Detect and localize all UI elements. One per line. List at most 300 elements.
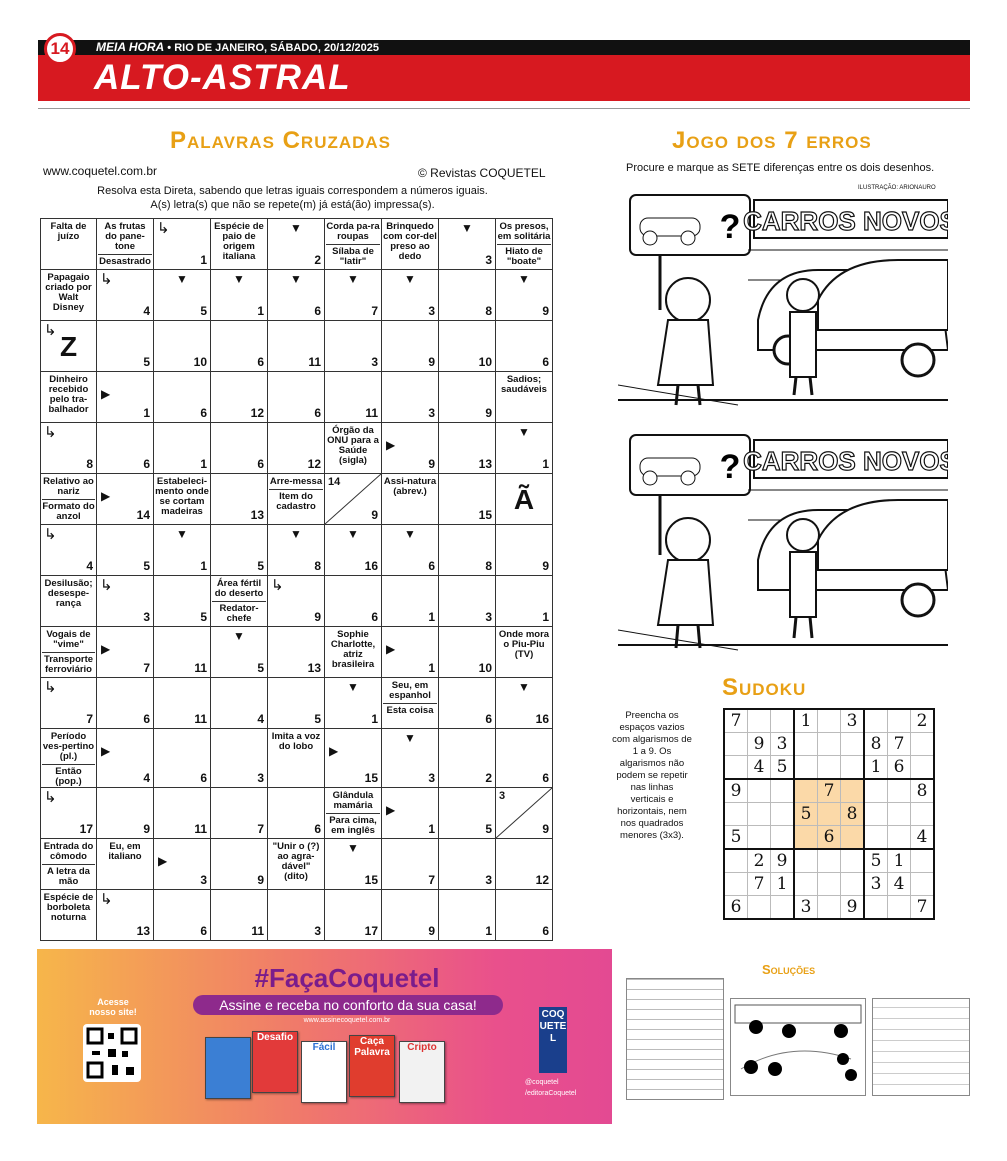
cell-number: 11	[194, 661, 207, 675]
sudoku-empty-cell[interactable]	[841, 826, 865, 850]
sudoku-empty-cell[interactable]	[864, 779, 888, 803]
sudoku-empty-cell[interactable]	[748, 709, 771, 733]
answer-cell[interactable]	[496, 321, 553, 372]
sudoku-empty-cell[interactable]	[794, 873, 818, 896]
answer-cell[interactable]	[154, 372, 211, 423]
clue-line: Eu, em italiano	[108, 841, 142, 862]
cell-number: 12	[307, 457, 321, 471]
arrow-corner-icon: ↳	[100, 271, 113, 288]
answer-cell[interactable]	[97, 474, 154, 525]
answer-cell[interactable]	[211, 890, 268, 941]
clue-line: Transporte ferroviário	[43, 654, 94, 675]
arrow-down-icon: ▼	[347, 680, 359, 694]
answer-cell[interactable]	[382, 576, 439, 627]
svg-text:?: ?	[719, 208, 741, 246]
answer-cell[interactable]	[211, 525, 268, 576]
crossword-instructions	[40, 184, 545, 212]
sudoku-given-cell: 3	[841, 709, 865, 733]
answer-cell[interactable]	[496, 525, 553, 576]
answer-cell[interactable]	[211, 270, 268, 321]
promo-url[interactable]: www.assinecoquetel.com.br	[303, 1017, 391, 1024]
cell-number: 6	[200, 924, 207, 938]
clue-line: Dinheiro recebido pelo tra-balhador	[48, 374, 89, 415]
sudoku-row	[724, 709, 934, 733]
sudoku-empty-cell[interactable]	[818, 709, 841, 733]
clue-cell	[41, 219, 97, 270]
answer-cell[interactable]	[439, 525, 496, 576]
sudoku-empty-cell[interactable]	[818, 896, 841, 920]
clue-line: Desastrado	[99, 256, 151, 267]
sudoku-empty-cell[interactable]	[864, 709, 888, 733]
cell-number: 6	[485, 712, 492, 726]
arrow-down-icon: ▼	[518, 425, 530, 439]
clue-line: Então (pop.)	[42, 764, 95, 787]
answer-cell[interactable]	[211, 372, 268, 423]
answer-cell[interactable]	[268, 270, 325, 321]
answer-cell[interactable]	[325, 678, 382, 729]
answer-cell[interactable]	[325, 270, 382, 321]
answer-cell[interactable]	[439, 788, 496, 839]
cell-number: 13	[250, 508, 264, 522]
clue-text	[41, 474, 96, 522]
sudoku-empty-cell[interactable]	[818, 756, 841, 780]
answer-cell[interactable]	[154, 423, 211, 474]
answer-cell[interactable]	[439, 372, 496, 423]
sudoku-empty-cell[interactable]	[888, 803, 911, 826]
answer-cell[interactable]	[211, 788, 268, 839]
magazine-cover-desafio: Desafio	[252, 1031, 298, 1093]
answer-cell[interactable]	[211, 474, 268, 525]
answer-cell[interactable]	[268, 525, 325, 576]
sudoku-empty-cell[interactable]	[748, 779, 771, 803]
crossword-row	[41, 474, 553, 525]
answer-cell[interactable]	[154, 729, 211, 788]
answer-cell[interactable]	[382, 839, 439, 890]
cell-number: 6	[371, 610, 378, 624]
cell-number: 6	[143, 712, 150, 726]
sudoku-empty-cell[interactable]	[794, 826, 818, 850]
answer-cell[interactable]	[97, 788, 154, 839]
sudoku-empty-cell[interactable]	[864, 826, 888, 850]
clue-line: As frutas do pane-tone	[104, 221, 146, 252]
clue-cell	[41, 576, 97, 627]
sudoku-given-cell: 9	[841, 896, 865, 920]
clue-line: Área fértil do deserto	[214, 578, 264, 599]
clue-line: Relativo ao nariz	[43, 476, 94, 497]
clue-line: Item do cadastro	[269, 489, 323, 512]
arrow-right-icon: ▶	[101, 489, 111, 503]
answer-cell[interactable]	[496, 576, 553, 627]
crossword-grid	[40, 218, 553, 941]
sudoku-empty-cell[interactable]	[888, 896, 911, 920]
cell-number: 6	[257, 355, 264, 369]
answer-cell[interactable]	[97, 372, 154, 423]
magazine-cover-cripto: Cripto	[399, 1041, 445, 1103]
answer-cell[interactable]	[97, 576, 154, 627]
crossword-row	[41, 576, 553, 627]
answer-cell[interactable]	[382, 423, 439, 474]
clue-line: Glândula mamária	[332, 790, 374, 811]
answer-cell[interactable]	[268, 219, 325, 270]
answer-cell[interactable]	[439, 270, 496, 321]
answer-cell[interactable]	[41, 423, 97, 474]
sudoku-row	[724, 733, 934, 756]
answer-cell[interactable]	[154, 525, 211, 576]
answer-cell[interactable]	[325, 890, 382, 941]
arrow-down-icon: ▼	[176, 272, 188, 286]
cell-number: 11	[308, 355, 321, 369]
cell-number: 9	[371, 508, 378, 522]
answer-cell[interactable]	[154, 627, 211, 678]
clue-line: Onde mora o Piu-Piu (TV)	[498, 629, 550, 660]
sudoku-empty-cell[interactable]	[841, 849, 865, 873]
clue-line: Redator-chefe	[212, 601, 266, 624]
cell-number: 11	[251, 924, 264, 938]
arrow-down-icon: ▼	[347, 841, 359, 855]
cell-number: 3	[143, 610, 150, 624]
answer-cell[interactable]	[41, 788, 97, 839]
answer-cell[interactable]	[97, 627, 154, 678]
clue-cell	[41, 839, 97, 890]
arrow-right-icon: ▶	[329, 744, 339, 758]
sudoku-given-cell: 1	[864, 756, 888, 780]
answer-cell[interactable]	[382, 321, 439, 372]
sudoku-given-cell: 8	[911, 779, 935, 803]
cartoon-drawing-icon	[618, 190, 948, 410]
answer-cell[interactable]	[439, 678, 496, 729]
answer-cell[interactable]	[154, 219, 211, 270]
clue-text	[97, 839, 153, 862]
sudoku-empty-cell[interactable]	[911, 873, 935, 896]
answer-cell[interactable]	[97, 270, 154, 321]
arrow-down-icon: ▼	[233, 629, 245, 643]
answer-cell[interactable]	[382, 372, 439, 423]
answer-cell[interactable]	[382, 525, 439, 576]
clue-line: Falta de juízo	[50, 221, 87, 242]
clue-line: Sílaba de "latir"	[326, 244, 380, 267]
answer-cell[interactable]	[382, 627, 439, 678]
sudoku-empty-cell[interactable]	[724, 756, 748, 780]
clue-cell	[496, 219, 553, 270]
answer-cell[interactable]	[439, 576, 496, 627]
answer-cell[interactable]	[97, 525, 154, 576]
arrow-right-icon: ▶	[101, 744, 111, 758]
sudoku-empty-cell[interactable]	[888, 826, 911, 850]
cell-number: 8	[86, 457, 93, 471]
answer-cell[interactable]	[211, 321, 268, 372]
clue-line: Desilusão; desespe-rança	[44, 578, 93, 609]
answer-cell[interactable]	[211, 678, 268, 729]
clue-cell	[268, 729, 325, 788]
social-instagram[interactable]: @coquetel	[525, 1079, 559, 1086]
cell-number: 9	[485, 406, 492, 420]
answer-cell[interactable]	[439, 890, 496, 941]
sudoku-row	[724, 873, 934, 896]
clue-cell	[382, 678, 439, 729]
sudoku-given-cell: 3	[864, 873, 888, 896]
instructions-line-1: Resolva esta Direta, sabendo que letras iguais correspondem a números iguais.	[97, 185, 488, 197]
diagonal-number: 14	[328, 476, 341, 488]
section-title: ALTO-ASTRAL	[94, 58, 351, 97]
clue-line: Para cima, em inglês	[326, 813, 380, 836]
answer-cell[interactable]	[154, 321, 211, 372]
sudoku-empty-cell[interactable]	[794, 733, 818, 756]
answer-cell[interactable]	[41, 321, 97, 372]
sudoku-given-cell: 5	[794, 803, 818, 826]
sudoku-grid	[723, 708, 935, 920]
answer-cell[interactable]	[439, 474, 496, 525]
sudoku-empty-cell[interactable]	[724, 803, 748, 826]
cell-number: 5	[314, 712, 321, 726]
cell-number: 7	[371, 304, 378, 318]
cell-number: 14	[136, 508, 150, 522]
answer-cell[interactable]	[268, 627, 325, 678]
sudoku-empty-cell[interactable]	[818, 873, 841, 896]
sudoku-empty-cell[interactable]	[911, 803, 935, 826]
sudoku-empty-cell[interactable]	[794, 756, 818, 780]
clue-cell	[154, 474, 211, 525]
sudoku-given-cell: 8	[864, 733, 888, 756]
sudoku-empty-cell[interactable]	[888, 709, 911, 733]
answer-cell[interactable]	[325, 729, 382, 788]
cell-number: 1	[257, 304, 264, 318]
sudoku-row	[724, 756, 934, 780]
answer-cell[interactable]	[268, 372, 325, 423]
answer-cell[interactable]	[268, 321, 325, 372]
social-facebook[interactable]: /editoraCoquetel	[525, 1090, 577, 1097]
answer-cell[interactable]	[439, 839, 496, 890]
arrow-down-icon: ▼	[233, 272, 245, 286]
sudoku-given-cell: 7	[748, 873, 771, 896]
qr-code-icon[interactable]	[83, 1024, 141, 1082]
crossword-row	[41, 270, 553, 321]
clue-text	[496, 372, 552, 395]
cell-number: 1	[200, 253, 207, 267]
cell-number: 3	[200, 873, 207, 887]
answer-cell[interactable]	[496, 839, 553, 890]
sudoku-empty-cell[interactable]	[724, 873, 748, 896]
answer-cell[interactable]	[439, 627, 496, 678]
answer-cell[interactable]	[496, 423, 553, 474]
answer-cell[interactable]	[496, 890, 553, 941]
answer-cell[interactable]	[41, 678, 97, 729]
cell-number: 1	[428, 610, 435, 624]
clue-text	[41, 270, 96, 313]
answer-cell[interactable]	[154, 270, 211, 321]
header-rule	[38, 108, 970, 109]
clue-line: Período ves-pertino (pl.)	[42, 731, 95, 762]
cell-number: 1	[542, 457, 549, 471]
answer-cell[interactable]	[268, 576, 325, 627]
answer-cell[interactable]	[211, 839, 268, 890]
sudoku-row	[724, 826, 934, 850]
answer-cell[interactable]	[97, 890, 154, 941]
sudoku-row	[724, 849, 934, 873]
answer-cell[interactable]	[382, 270, 439, 321]
cell-number: 11	[194, 822, 207, 836]
sudoku-empty-cell[interactable]	[794, 849, 818, 873]
crossword-row	[41, 729, 553, 788]
sudoku-given-cell: 3	[771, 733, 795, 756]
crossword-site: www.coquetel.com.br	[43, 164, 158, 178]
cell-number: 5	[200, 304, 207, 318]
sudoku-empty-cell[interactable]	[818, 733, 841, 756]
clue-cell	[325, 627, 382, 678]
sign-text-bottom: CARROS NOVOS	[743, 446, 948, 476]
instructions-line-2: A(s) letra(s) que não se repete(m) já está(ão) impressa(s).	[150, 199, 435, 211]
answer-cell[interactable]	[325, 839, 382, 890]
answer-cell[interactable]	[41, 525, 97, 576]
answer-cell[interactable]	[268, 423, 325, 474]
answer-cell[interactable]	[439, 729, 496, 788]
sudoku-empty-cell[interactable]	[748, 803, 771, 826]
answer-cell[interactable]	[268, 678, 325, 729]
clue-line: Assi-natura (abrev.)	[383, 476, 437, 497]
answer-cell[interactable]	[154, 576, 211, 627]
clue-line: Esta coisa	[383, 703, 437, 716]
answer-cell[interactable]	[496, 270, 553, 321]
sudoku-empty-cell[interactable]	[771, 779, 795, 803]
answer-cell[interactable]	[439, 219, 496, 270]
answer-cell[interactable]	[154, 890, 211, 941]
sudoku-empty-cell[interactable]	[841, 733, 865, 756]
answer-cell[interactable]	[325, 372, 382, 423]
cell-number: 9	[428, 457, 435, 471]
clue-line: Imita a voz do lobo	[271, 731, 321, 752]
sudoku-empty-cell[interactable]	[794, 779, 818, 803]
answer-cell[interactable]	[496, 729, 553, 788]
sudoku-empty-cell[interactable]	[864, 896, 888, 920]
arrow-right-icon: ▶	[101, 642, 111, 656]
sudoku-empty-cell[interactable]	[724, 733, 748, 756]
sudoku-empty-cell[interactable]	[911, 733, 935, 756]
sudoku-empty-cell[interactable]	[841, 779, 865, 803]
sudoku-empty-cell[interactable]	[864, 803, 888, 826]
sudoku-empty-cell[interactable]	[818, 803, 841, 826]
sudoku-empty-cell[interactable]	[748, 826, 771, 850]
cell-number: 6	[200, 771, 207, 785]
sudoku-solution	[872, 998, 970, 1096]
sudoku-empty-cell[interactable]	[724, 849, 748, 873]
answer-cell[interactable]	[211, 729, 268, 788]
answer-cell[interactable]	[97, 423, 154, 474]
sign-text-top: CARROS NOVOS	[743, 206, 948, 236]
sudoku-empty-cell[interactable]	[771, 896, 795, 920]
sudoku-empty-cell[interactable]	[748, 896, 771, 920]
arrow-corner-icon: ↳	[44, 679, 57, 696]
answer-cell[interactable]	[439, 423, 496, 474]
arrow-corner-icon: ↳	[157, 220, 170, 237]
answer-cell[interactable]	[97, 321, 154, 372]
clue-line: Arre-messa	[269, 476, 323, 487]
cartoon-bottom	[618, 430, 948, 655]
clue-line: Formato do anzol	[42, 501, 95, 522]
clue-cell	[41, 270, 97, 321]
answer-cell[interactable]	[211, 423, 268, 474]
answer-cell[interactable]	[325, 321, 382, 372]
sudoku-empty-cell[interactable]	[911, 849, 935, 873]
clue-line: Vogais de "vime"	[46, 629, 91, 650]
magazine-cover-facil: Fácil	[301, 1041, 347, 1103]
clue-line: Brinquedo com cor-del preso ao dedo	[383, 221, 437, 262]
crossword-row	[41, 627, 553, 678]
sudoku-given-cell: 2	[748, 849, 771, 873]
answer-cell[interactable]	[268, 890, 325, 941]
illustration-credit: ILUSTRAÇÃO: ARIONAURO	[858, 185, 936, 191]
sudoku-row	[724, 896, 934, 920]
sudoku-empty-cell[interactable]	[771, 826, 795, 850]
clue-cell	[41, 474, 97, 525]
answer-cell[interactable]	[382, 890, 439, 941]
cell-number: 3	[428, 771, 435, 785]
sudoku-empty-cell[interactable]	[771, 709, 795, 733]
cell-number: 4	[86, 559, 93, 573]
svg-text:?: ?	[719, 448, 741, 486]
clue-text	[41, 839, 96, 887]
clue-text	[268, 474, 324, 512]
crossword-row	[41, 525, 553, 576]
promo-banner[interactable]	[37, 949, 612, 1124]
diagonal-number: 3	[499, 790, 506, 802]
answer-cell[interactable]	[382, 788, 439, 839]
clue-text	[496, 627, 552, 660]
sudoku-empty-cell[interactable]	[911, 756, 935, 780]
answer-cell[interactable]	[211, 627, 268, 678]
clue-cell	[382, 474, 439, 525]
clue-cell	[41, 372, 97, 423]
crossword-row	[41, 372, 553, 423]
coquetel-logo: COQUETEL	[539, 1007, 567, 1073]
sudoku-given-cell: 1	[888, 849, 911, 873]
sudoku-empty-cell[interactable]	[771, 803, 795, 826]
clue-text	[41, 219, 96, 242]
arrow-corner-icon: ↳	[100, 577, 113, 594]
clue-text	[97, 219, 153, 267]
cell-number: 9	[257, 873, 264, 887]
answer-cell[interactable]	[325, 525, 382, 576]
cell-number: 17	[79, 822, 93, 836]
answer-cell[interactable]	[154, 788, 211, 839]
cell-number: 5	[485, 822, 492, 836]
answer-cell[interactable]	[154, 678, 211, 729]
sudoku-empty-cell[interactable]	[841, 756, 865, 780]
cell-number: 2	[314, 253, 321, 267]
cell-number: 7	[143, 661, 150, 675]
cell-number: 17	[364, 924, 378, 938]
cell-number: 1	[371, 712, 378, 726]
answer-cell[interactable]	[97, 729, 154, 788]
sudoku-empty-cell[interactable]	[841, 873, 865, 896]
cell-number: 3	[485, 610, 492, 624]
answer-cell[interactable]	[439, 321, 496, 372]
answer-cell[interactable]	[382, 729, 439, 788]
sudoku-empty-cell[interactable]	[888, 779, 911, 803]
answer-cell[interactable]	[496, 788, 553, 839]
answer-cell[interactable]	[97, 678, 154, 729]
sudoku-empty-cell[interactable]	[818, 849, 841, 873]
clue-text	[211, 219, 267, 262]
answer-cell[interactable]	[325, 474, 382, 525]
answer-cell[interactable]	[268, 788, 325, 839]
arrow-down-icon: ▼	[290, 221, 302, 235]
answer-cell[interactable]	[154, 839, 211, 890]
cell-number: 15	[478, 508, 492, 522]
answer-cell[interactable]	[496, 678, 553, 729]
answer-cell[interactable]	[325, 576, 382, 627]
arrow-corner-icon: ↳	[44, 526, 57, 543]
answer-cell[interactable]	[496, 474, 553, 525]
cell-number: 1	[542, 610, 549, 624]
